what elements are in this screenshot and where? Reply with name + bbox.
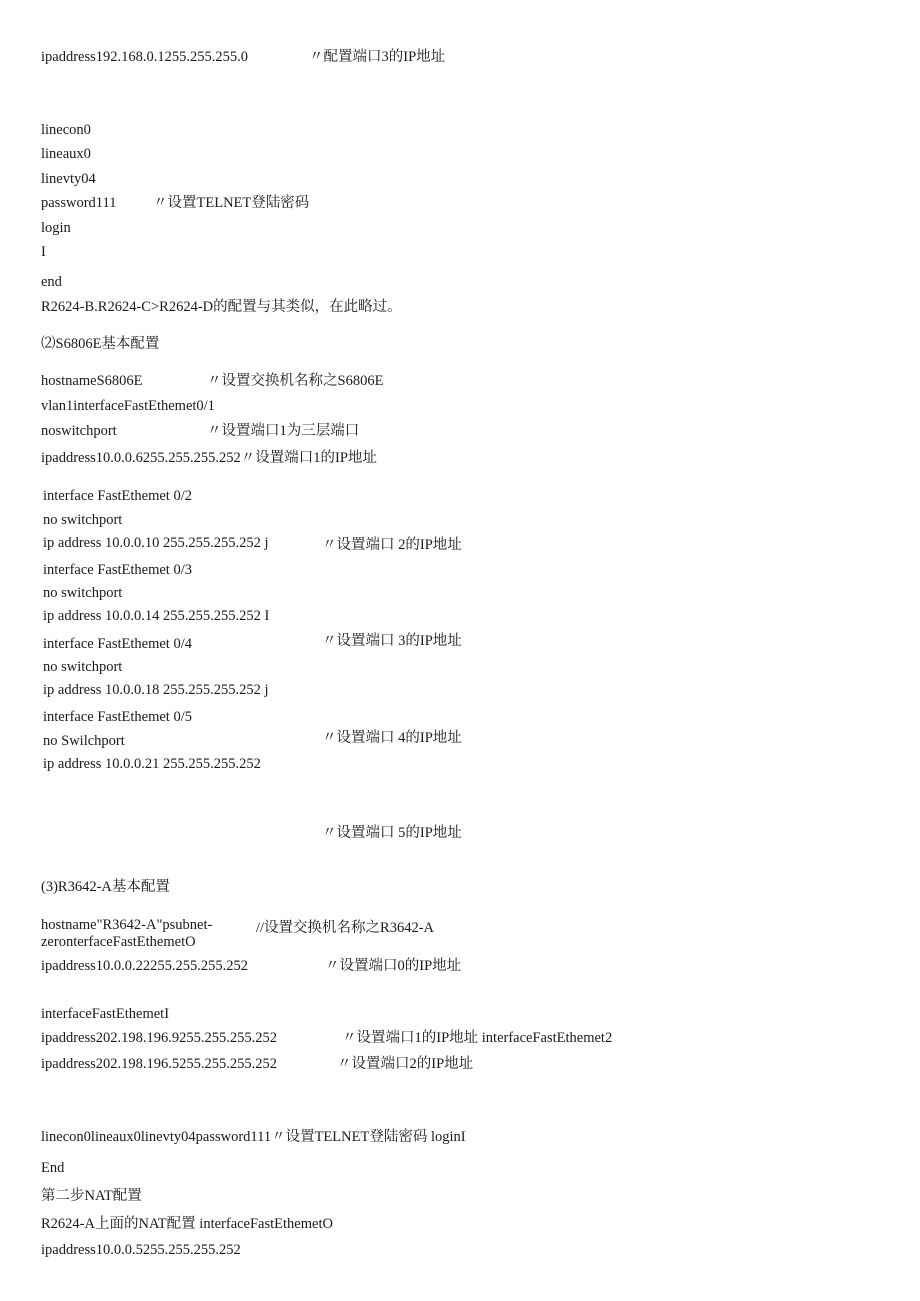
config-line: ip address 10.0.0.10 255.255.255.252 j [43,535,269,551]
config-comment: 〃设置端口 5的IP地址 [322,825,462,841]
config-line: ipaddress10.0.0.22255.255.255.252 [41,958,249,974]
config-line: I [41,244,46,260]
config-comment: 〃设置端口 3的IP地址 [322,633,462,649]
config-comment: 〃设置端口0的IP地址 [325,958,462,974]
config-comment: 〃设置端口2的IP地址 [337,1056,474,1072]
config-line: interface FastEthemet 0/2 [43,488,192,504]
config-line: ipaddress192.168.0.1255.255.255.0 [41,49,249,65]
config-line: ip address 10.0.0.18 255.255.255.252 j [43,682,269,698]
config-line: ipaddress202.198.196.5255.255.255.252 [41,1056,278,1072]
section-heading: (3)R3642-A基本配置 [41,879,170,895]
config-line: ipaddress10.0.0.6255.255.255.252〃设置端口1的IP地址 [41,450,377,466]
config-line: ipaddress10.0.0.5255.255.255.252 [41,1242,241,1258]
config-line: End [41,1160,65,1176]
config-line: hostname"R3642-A"psubnet- [41,917,213,933]
config-line: hostnameS6806E [41,373,143,389]
config-line: noswitchport [41,423,117,439]
config-line: ipaddress202.198.196.9255.255.255.252 [41,1030,278,1046]
config-line: end [41,274,62,290]
config-line: no switchport [43,659,123,675]
config-comment: 〃配置端口3的IP地址 [309,49,446,65]
config-comment: //设置交换机名称之R3642-A [256,920,435,936]
config-line: password111 [41,195,117,211]
config-line: linecon0 [41,122,91,138]
config-line: vlan1interfaceFastEthemet0/1 [41,398,215,414]
config-comment: 〃设置端口 4的IP地址 [322,730,462,746]
config-comment: 〃设置端口 2的IP地址 [322,537,462,553]
config-line: ip address 10.0.0.14 255.255.255.252 I [43,608,270,624]
config-line: no switchport [43,585,123,601]
config-line: ip address 10.0.0.21 255.255.255.252 [43,756,261,772]
config-line: zeronterfaceFastEthemetO [41,934,196,950]
config-comment: 〃设置端口1的IP地址 interfaceFastEthemet2 [342,1030,613,1046]
config-line: linecon0lineaux0linevty04password111〃设置TELNET登陆密码 loginI [41,1129,466,1145]
config-comment: 〃设置交换机名称之S6806E [207,373,384,389]
config-line: interfaceFastEthemetI [41,1006,170,1022]
section-heading: 第二步NAT配置 [41,1188,142,1204]
config-line: login [41,220,71,236]
config-line: lineaux0 [41,146,91,162]
config-line: linevty04 [41,171,96,187]
config-line: interface FastEthemet 0/3 [43,562,192,578]
body-text: R2624-A上面的NAT配置 interfaceFastEthemetO [41,1216,333,1232]
config-line: interface FastEthemet 0/5 [43,709,192,725]
config-line: no Swilchport [43,733,125,749]
config-comment: 〃设置端口1为三层端口 [207,423,360,439]
body-text: R2624-B.R2624-C>R2624-D的配置与其类似，在此略过。 [41,299,402,315]
section-heading: ⑵S6806E基本配置 [41,336,160,352]
config-line: no switchport [43,512,123,528]
config-line: interface FastEthemet 0/4 [43,636,192,652]
config-comment: 〃设置TELNET登陆密码 [153,195,310,211]
